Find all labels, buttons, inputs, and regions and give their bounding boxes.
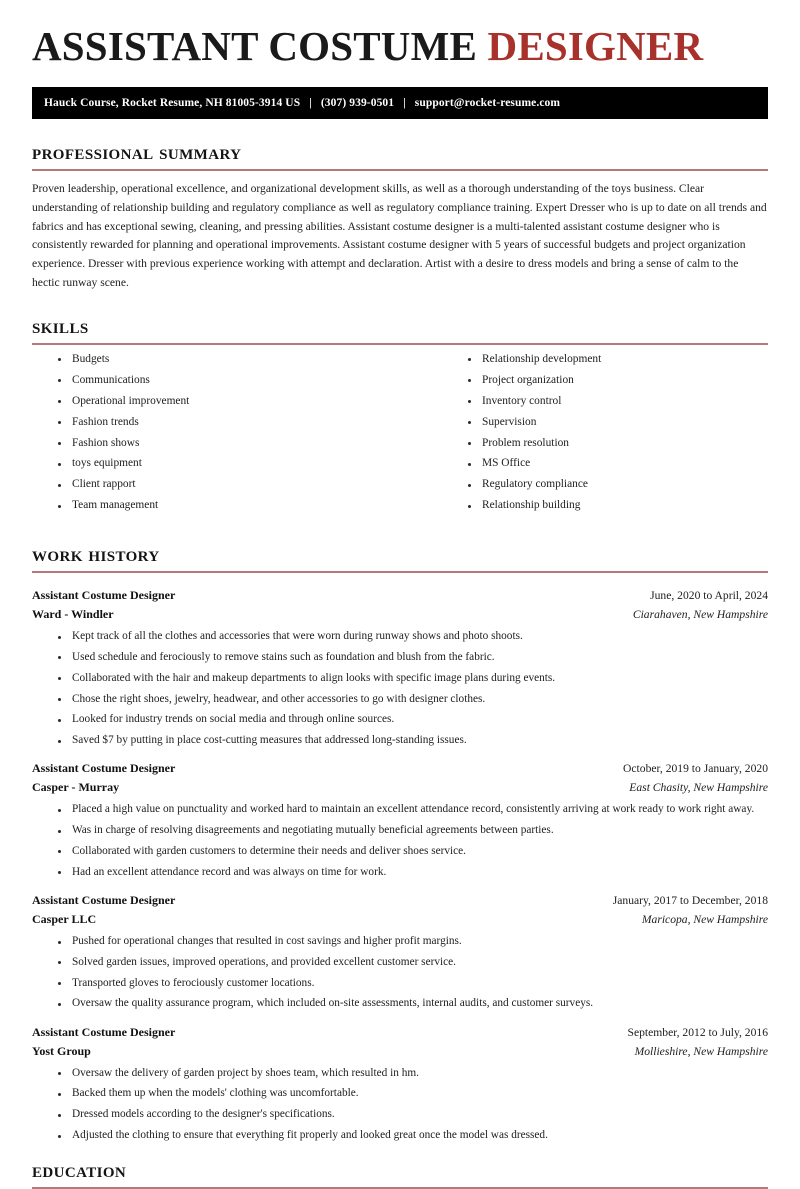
section-professional-summary bbox=[32, 141, 768, 293]
summary-paragraph: Proven leadership, operational excellence, and organizational development skills, as well as a thorough understanding of the toys business. Clear understanding of relationship building and regulatory compliance as well as regulatory compliance training. Expert Dresser who is up to date on all trends and fabrics and has exceptional sewing, cleaning, and pressing abilities. Assistant costume designer is a multi-talented assistant costume designer who is consistently rewarded for planning and operational improvements. Assistant costume designer with 5 years of successful budgets and project organization experience. Dresser with previous experience working with attempt and declaration. Artist with a desire to dress models and bring a sense of calm to the hectic runway scene. bbox=[32, 182, 767, 289]
job-dates: January, 2017 to December, 2018 bbox=[612, 894, 768, 908]
list-item: Chose the right shoes, jewelry, headwear, and other accessories to go with designer clothes. bbox=[58, 694, 768, 705]
job-dates: September, 2012 to July, 2016 bbox=[627, 1025, 768, 1039]
job-title: Assistant Costume Designer bbox=[32, 1024, 176, 1039]
list-item: MS Office bbox=[468, 458, 768, 469]
job-dates: June, 2020 to April, 2024 bbox=[650, 589, 768, 603]
job-location: Mollieshire, New Hampshire bbox=[634, 1044, 768, 1058]
contact-address: Hauck Course, Rocket Resume, NH 81005-3914 US bbox=[44, 97, 301, 109]
resume-title-accent: DESIGNER bbox=[487, 23, 704, 69]
job-company: Casper - Murray bbox=[32, 780, 120, 795]
list-item: Oversaw the delivery of garden project by shoes team, which resulted in hm. bbox=[58, 1068, 768, 1079]
list-item: Had an excellent attendance record and was always on time for work. bbox=[58, 867, 768, 878]
job-subheader-row bbox=[32, 1042, 768, 1061]
job-subheader-row bbox=[32, 605, 768, 624]
list-item: Was in charge of resolving disagreements and negotiating mutually beneficial agreements between parties. bbox=[58, 825, 768, 836]
section-divider bbox=[32, 571, 768, 573]
job-title: Assistant Costume Designer bbox=[32, 761, 176, 776]
skills-list-right bbox=[442, 354, 768, 512]
list-item: Saved $7 by putting in place cost-cutting measures that addressed long-standing issues. bbox=[58, 735, 768, 746]
resume-content bbox=[32, 0, 768, 1189]
work-history-entry bbox=[32, 891, 768, 1010]
job-title: Assistant Costume Designer bbox=[32, 893, 176, 908]
list-item: Project organization bbox=[468, 375, 768, 386]
list-item: Client rapport bbox=[58, 479, 400, 490]
job-header-row bbox=[32, 586, 768, 605]
list-item: Used schedule and ferociously to remove stains such as foundation and blush from the fabric. bbox=[58, 652, 768, 663]
job-bullet-list bbox=[32, 804, 768, 878]
section-heading-education: education bbox=[32, 1158, 127, 1183]
section-work-history bbox=[32, 543, 768, 1141]
section-divider bbox=[32, 343, 768, 345]
skills-column-right bbox=[400, 354, 768, 521]
section-divider bbox=[32, 169, 768, 171]
job-bullet-list bbox=[32, 631, 768, 746]
job-location: Maricopa, New Hampshire bbox=[641, 913, 768, 927]
work-history-entry bbox=[32, 586, 768, 746]
contact-phone: (307) 939-0501 bbox=[320, 97, 395, 109]
job-company: Yost Group bbox=[32, 1043, 91, 1058]
list-item: Operational improvement bbox=[58, 396, 400, 407]
job-location: Ciarahaven, New Hampshire bbox=[632, 608, 768, 622]
contact-separator-2: | bbox=[403, 97, 406, 109]
list-item: Placed a high value on punctuality and worked hard to maintain an excellent attendance record, consistently arriving at work ready to work right away. bbox=[58, 804, 768, 815]
contact-bar bbox=[32, 87, 768, 119]
resume-title bbox=[32, 0, 768, 71]
job-header-row bbox=[32, 891, 768, 910]
job-header-row bbox=[32, 759, 768, 778]
list-item: Transported gloves to ferociously customer locations. bbox=[58, 978, 768, 989]
list-item: Relationship building bbox=[468, 500, 768, 511]
list-item: Kept track of all the clothes and accessories that were worn during runway shows and photo shoots. bbox=[58, 631, 768, 642]
list-item: Backed them up when the models' clothing was uncomfortable. bbox=[58, 1088, 768, 1099]
list-item: Pushed for operational changes that resulted in cost savings and higher profit margins. bbox=[58, 936, 768, 947]
list-item: Dressed models according to the designer's specifications. bbox=[58, 1109, 768, 1120]
list-item: Communications bbox=[58, 375, 400, 386]
list-item: Inventory control bbox=[468, 396, 768, 407]
section-heading-skills: skills bbox=[32, 313, 89, 338]
section-education bbox=[32, 1159, 768, 1189]
list-item: toys equipment bbox=[58, 458, 400, 469]
list-item: Fashion trends bbox=[58, 417, 400, 428]
job-location: East Chasity, New Hampshire bbox=[629, 781, 768, 795]
list-item: Budgets bbox=[58, 354, 400, 365]
job-title: Assistant Costume Designer bbox=[32, 588, 176, 603]
contact-email: support@rocket-resume.com bbox=[414, 97, 561, 109]
contact-separator-1: | bbox=[309, 97, 312, 109]
skills-column-left bbox=[32, 354, 400, 521]
job-company: Casper LLC bbox=[32, 912, 97, 927]
list-item: Collaborated with the hair and makeup departments to align looks with specific image plans during events. bbox=[58, 673, 768, 684]
list-item: Regulatory compliance bbox=[468, 479, 768, 490]
list-item: Looked for industry trends on social media and through online sources. bbox=[58, 714, 768, 725]
list-item: Problem resolution bbox=[468, 438, 768, 449]
skills-columns bbox=[32, 354, 768, 521]
list-item: Fashion shows bbox=[58, 438, 400, 449]
job-header-row bbox=[32, 1023, 768, 1042]
section-skills bbox=[32, 315, 768, 521]
job-dates: October, 2019 to January, 2020 bbox=[623, 762, 768, 776]
section-heading-work-history: work history bbox=[32, 542, 160, 567]
list-item: Team management bbox=[58, 500, 400, 511]
job-bullet-list bbox=[32, 1068, 768, 1142]
list-item: Collaborated with garden customers to determine their needs and deliver shoes service. bbox=[58, 846, 768, 857]
job-bullet-list bbox=[32, 936, 768, 1010]
list-item: Supervision bbox=[468, 417, 768, 428]
work-history-entry bbox=[32, 759, 768, 878]
list-item: Relationship development bbox=[468, 354, 768, 365]
resume-title-primary: ASSISTANT COSTUME bbox=[32, 23, 488, 69]
job-subheader-row bbox=[32, 778, 768, 797]
job-subheader-row bbox=[32, 910, 768, 929]
skills-list-left bbox=[32, 354, 400, 512]
job-company: Ward - Windler bbox=[32, 607, 114, 622]
section-heading-summary: professional summary bbox=[32, 140, 242, 164]
list-item: Oversaw the quality assurance program, which included on-site assessments, internal audits, and customer surveys. bbox=[58, 998, 768, 1009]
list-item: Adjusted the clothing to ensure that everything fit properly and looked great once the model was dressed. bbox=[58, 1130, 768, 1141]
work-history-entry bbox=[32, 1023, 768, 1142]
list-item: Solved garden issues, improved operations, and provided excellent customer service. bbox=[58, 957, 768, 968]
